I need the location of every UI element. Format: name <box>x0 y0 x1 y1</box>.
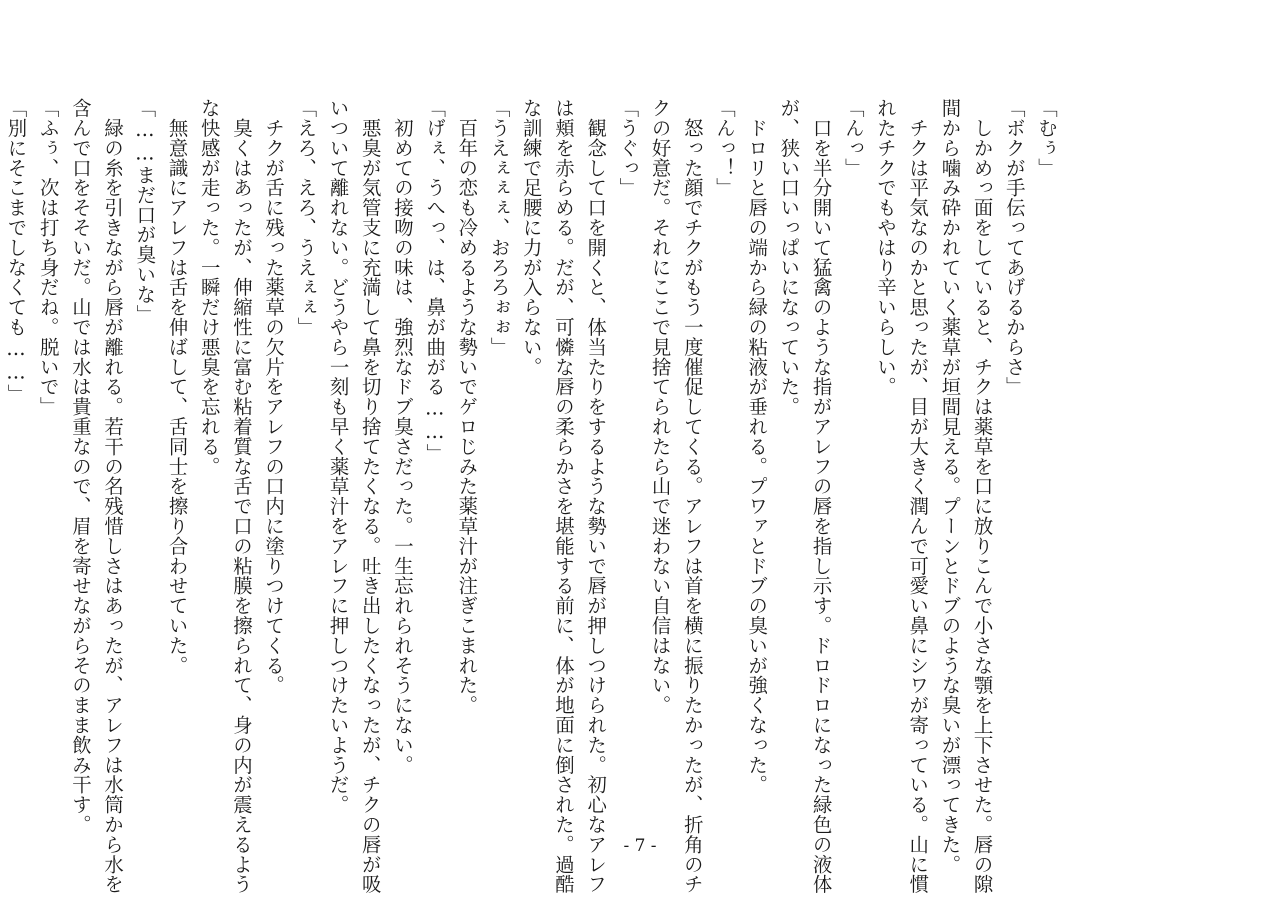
text-line: 「むぅ」 <box>1035 98 1058 178</box>
text-line: ドロリと唇の端から緑の粘液が垂れる。プワァとドブの臭いが強くなった。 <box>745 98 769 795</box>
text-line: チクは平気なのかと思ったが、目が大きく潤んで可愛い鼻にシワが寄っている。山に慣 <box>906 98 930 894</box>
text-line: 無意識にアレフは舌を伸ばして、舌同士を擦り合わせていた。 <box>165 98 189 676</box>
text-line: 「ふぅ、次は打ち身だね。脱いで」 <box>36 98 60 417</box>
text-line: が、狭い口いっぱいになっていた。 <box>777 98 801 417</box>
text-line: 口を半分開いて猛禽のような指がアレフの唇を指し示す。ドロドロになった緑色の液体 <box>809 98 833 894</box>
text-line: 「うぐっ」 <box>616 98 640 198</box>
text-line: 間から噛み砕かれていく薬草が垣間見える。プーンとドブのような臭いが漂ってきた。 <box>938 98 962 875</box>
text-line: な快感が走った。一瞬だけ悪臭を忘れる。 <box>197 98 221 477</box>
text-line: 臭くはあったが、伸縮性に富む粘着質な舌で口の粘膜を擦られて、身の内が震えるよう <box>229 98 253 894</box>
text-line: 「うえぇぇぇ、おろろぉぉ」 <box>487 98 511 357</box>
text-line: 観念して口を開くと、体当たりをするような勢いで唇が押しつけられた。初心なアレフ <box>584 98 608 894</box>
text-line: いついて離れない。どうやら一刻も早く薬草汁をアレフに押しつけたいようだ。 <box>326 98 350 815</box>
text-line: 「んっ！」 <box>712 98 736 198</box>
text-line: 「げぇ、うへっ、は、鼻が曲がる……」 <box>423 98 447 464</box>
text-line: クの好意だ。それにここで見捨てられたら山で迷わない自信はない。 <box>648 98 672 715</box>
text-line: な訓練で足腰に力が入らない。 <box>519 98 543 377</box>
text-line: 緑の糸を引きながら唇が離れる。若干の名残惜しさはあったが、アレフは水筒から水を <box>101 98 125 894</box>
text-line: 百年の恋も冷めるような勢いでゲロじみた薬草汁が注ぎこまれた。 <box>455 98 479 715</box>
text-line: 初めての接吻の味は、強烈なドブ臭さだった。一生忘れられそうにない。 <box>390 98 414 775</box>
text-line: しかめっ面をしていると、チクは薬草を口に放りこんで小さな顎を上下させた。唇の隙 <box>970 98 994 894</box>
text-line: 怒った顔でチクがもう一度催促してくる。アレフは首を横に振りたかったが、折角のチ <box>680 98 704 894</box>
text-line: 含んで口をそそいだ。山では水は貴重なので、眉を寄せながらそのまま飲み干す。 <box>68 98 92 835</box>
text-line: は頬を赤らめる。だが、可憐な唇の柔らかさを堪能する前に、体が地面に倒された。過酷 <box>551 98 575 894</box>
text-line: 「……まだ口が臭いな」 <box>133 98 157 325</box>
text-line: 「ボクが手伝ってあげるからさ」 <box>1002 98 1026 397</box>
text-line: 「んっ」 <box>841 98 865 178</box>
text-line: 「別にそこまでしなくても……」 <box>4 98 28 404</box>
text-line: チクが舌に残った薬草の欠片をアレフの口内に塗りつけてくる。 <box>262 98 286 695</box>
text-line: 「えろ、えろ、うえぇぇ」 <box>294 98 318 337</box>
vertical-text-body <box>0 98 1062 894</box>
page-number: - 7 - <box>623 836 657 856</box>
text-line: 悪臭が気管支に充満して鼻を切り捨てたくなる。吐き出したくなったが、チクの唇が吸 <box>358 98 382 894</box>
text-line: れたチクでもやはり辛いらしい。 <box>873 98 897 397</box>
